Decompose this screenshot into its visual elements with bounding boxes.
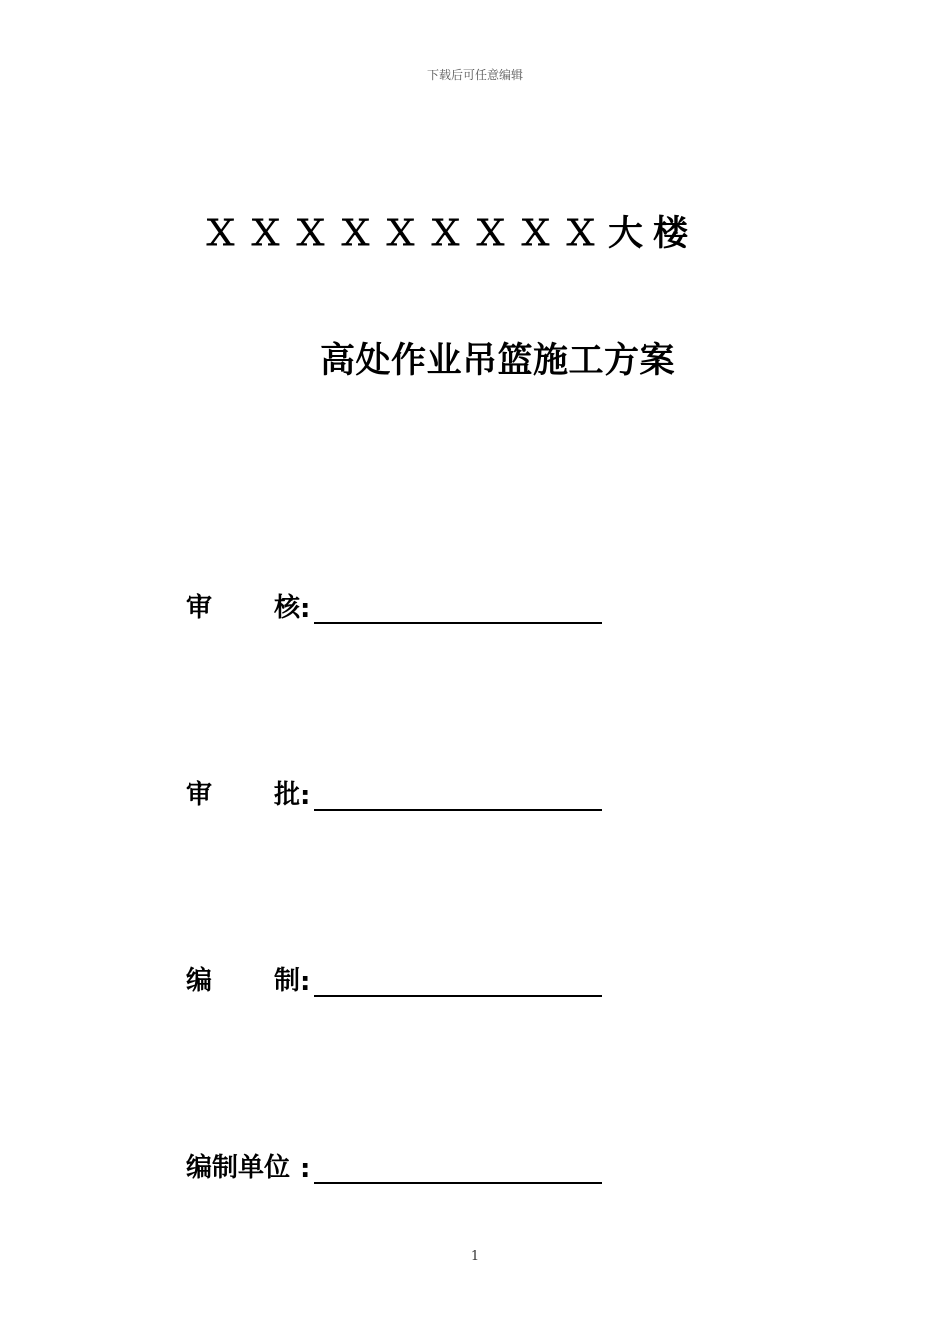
page-header-note: 下载后可任意编辑 [426, 68, 523, 82]
approval-signature-row [186, 771, 602, 811]
compiler-label-char-1: 编 [186, 966, 213, 996]
review-colon: : [300, 594, 311, 624]
approval-label [186, 774, 300, 811]
page-number: 1 [470, 1249, 480, 1264]
review-signature-row [186, 584, 602, 624]
approval-label-char-1: 审 [186, 780, 213, 810]
compiler-label [186, 960, 300, 997]
review-label [186, 587, 300, 624]
document-title: 高处作业吊篮施工方案 [320, 341, 676, 381]
building-title: ＸＸＸＸＸＸＸＸＸ大楼 [203, 214, 699, 254]
compiler-signature-row [186, 957, 602, 997]
review-label-char-2: 核 [273, 593, 300, 623]
approval-signature-line[interactable] [314, 779, 602, 811]
unit-colon: : [300, 1154, 311, 1184]
unit-label: 编制单位 [186, 1153, 291, 1183]
compiler-colon: : [300, 967, 311, 997]
compiler-signature-line[interactable] [314, 965, 602, 997]
approval-colon: : [300, 781, 311, 811]
unit-signature-line[interactable] [314, 1152, 602, 1184]
unit-signature-row [186, 1144, 602, 1184]
compiler-label-char-2: 制 [273, 966, 300, 996]
review-signature-line[interactable] [314, 592, 602, 624]
review-label-char-1: 审 [186, 593, 213, 623]
approval-label-char-2: 批 [273, 780, 300, 810]
